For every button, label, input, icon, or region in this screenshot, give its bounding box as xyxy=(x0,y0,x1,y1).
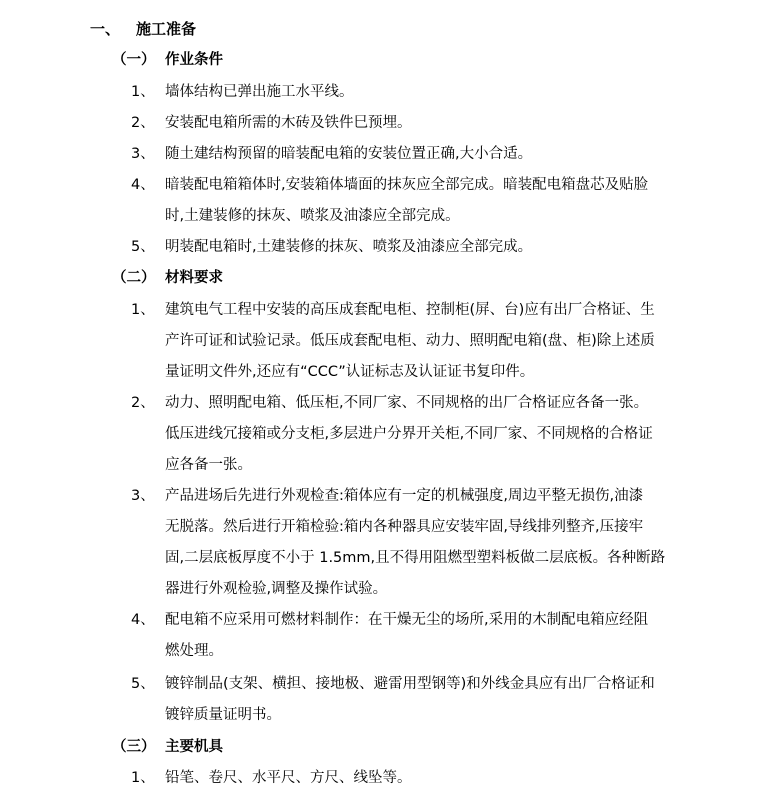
subsection-title: 材料要求 xyxy=(165,270,223,286)
item-text: 动力、照明配电箱、低压柜,不同厂家、不同规格的出厂合格证应各备一张。 xyxy=(165,395,649,411)
subsection-number: （二） xyxy=(112,270,156,286)
item-text: 应各备一张。 xyxy=(165,457,252,473)
item-text: 低压进线冗接箱或分支柜,多层进户分界开关柜,不同厂家、不同规格的合格证 xyxy=(165,426,653,442)
subsection-title: 主要机具 xyxy=(165,739,223,755)
item-text: 建筑电气工程中安装的高压成套配电柜、控制柜(屏、台)应有出厂合格证、生 xyxy=(165,302,655,318)
item-text: 墙体结构已弹出施工水平线。 xyxy=(165,84,354,100)
item-text: 铅笔、卷尺、水平尺、方尺、线坠等。 xyxy=(165,770,412,786)
subsection-title: 作业条件 xyxy=(165,52,223,68)
item-text: 无脱落。然后进行开箱检验:箱内各种器具应安装牢固,导线排列整齐,压接牢 xyxy=(165,519,644,535)
item-number: 2、 xyxy=(131,115,155,131)
item-text: 镀锌质量证明书。 xyxy=(165,707,281,723)
item-text: 配电箱不应采用可燃材料制作：在干燥无尘的场所,采用的木制配电箱应经阻 xyxy=(165,612,649,628)
subsection-number: （一） xyxy=(112,52,156,68)
item-number: 5、 xyxy=(131,676,155,692)
item-number: 5、 xyxy=(131,239,155,255)
item-text: 产品进场后先进行外观检查:箱体应有一定的机械强度,周边平整无损伤,油漆 xyxy=(165,488,644,504)
item-text: 量证明文件外,还应有“CCC”认证标志及认证证书复印件。 xyxy=(165,364,535,380)
item-number: 1、 xyxy=(131,770,155,786)
item-number: 2、 xyxy=(131,395,155,411)
item-text: 随土建结构预留的暗装配电箱的安装位置正确,大小合适。 xyxy=(165,146,533,162)
item-text: 暗装配电箱箱体时,安装箱体墙面的抹灰应全部完成。暗装配电箱盘芯及贴脸 xyxy=(165,177,649,193)
item-number: 4、 xyxy=(131,612,155,628)
item-number: 1、 xyxy=(131,84,155,100)
item-text: 器进行外观检验,调整及操作试验。 xyxy=(165,581,388,597)
item-number: 3、 xyxy=(131,488,155,504)
item-text: 固,二层底板厚度不小于 1.5mm,且不得用阻燃型塑料板做二层底板。各种断路 xyxy=(165,550,666,566)
item-text: 镀锌制品(支架、横担、接地极、避雷用型钢等)和外线金具应有出厂合格证和 xyxy=(165,676,655,692)
item-number: 4、 xyxy=(131,177,155,193)
item-number: 1、 xyxy=(131,302,155,318)
item-text: 安装配电箱所需的木砖及铁件巳预埋。 xyxy=(165,115,412,131)
item-number: 3、 xyxy=(131,146,155,162)
item-text: 燃处理。 xyxy=(165,643,223,659)
subsection-number: （三） xyxy=(112,739,156,755)
item-text: 产许可证和试验记录。低压成套配电柜、动力、照明配电箱(盘、柜)除上述质 xyxy=(165,333,655,349)
section-number: 一、 xyxy=(90,20,121,38)
item-text: 时,土建装修的抹灰、喷浆及油漆应全部完成。 xyxy=(165,208,460,224)
section-title: 施工准备 xyxy=(136,20,197,38)
item-text: 明装配电箱时,土建装修的抹灰、喷浆及油漆应全部完成。 xyxy=(165,239,533,255)
